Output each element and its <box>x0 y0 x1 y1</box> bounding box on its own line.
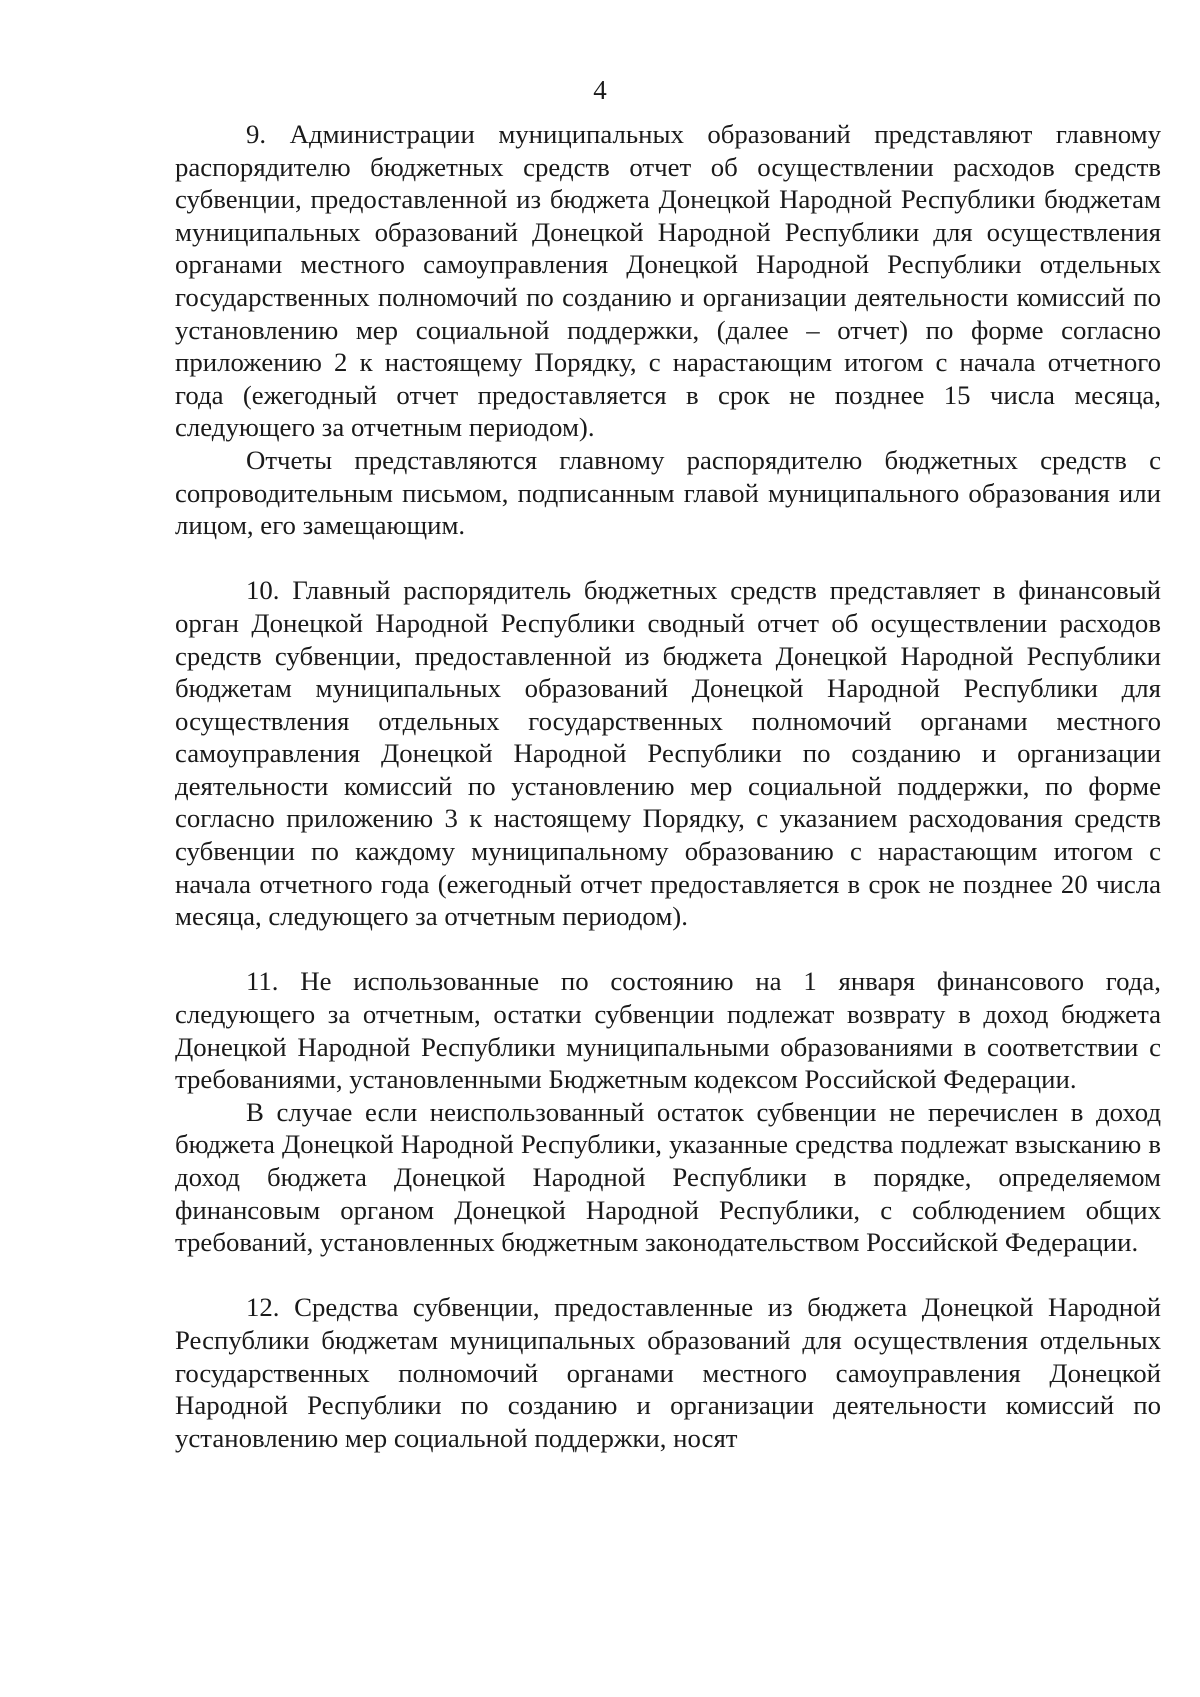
paragraph-12: 12. Средства субвенции, предоставленные из бюджета Донецкой Народной Республики бюджетам муниципальных образований для осуществления отдельных государственных полномочий органами местного самоуправления Донецкой Народной Республики по созданию и организации деятельности комиссий по установлению мер социальной поддержки, носят <box>175 1292 1161 1453</box>
page-number: 4 <box>593 75 607 105</box>
paragraph-9: 9. Администрации муниципальных образований представляют главному распорядителю бюджетных средств отчет об осуществлении расходов средств субвенции, предоставленной из бюджета Донецкой Народной Республики бюджетам муниципальных образований Донецкой Народной Республики для осуществления органами местного самоуправления Донецкой Народной Республики отдельных государственных полномочий по созданию и организации деятельности комиссий по установлению мер социальной поддержки, (далее – отчет) по форме согласно приложению 2 к настоящему Порядку, с нарастающим итогом с начала отчетного года (ежегодный отчет предоставляется в срок не позднее 15 числа месяца, следующего за отчетным периодом). <box>175 119 1161 443</box>
paragraph-11-case: В случае если неиспользованный остаток субвенции не перечислен в доход бюджета Донецкой Народной Республики, указанные средства подлежат взысканию в доход бюджета Донецкой Народной Республики в порядке, определяемом финансовым органом Донецкой Народной Республики, с соблюдением общих требований, установленных бюджетным законодательством Российской Федерации. <box>175 1096 1161 1258</box>
paragraph-9-reports: Отчеты представляются главному распорядителю бюджетных средств с сопроводительным письмом, подписанным главой муниципального образования или лицом, его замещающим. <box>175 444 1161 541</box>
document-body <box>175 118 1161 1454</box>
paragraph-11: 11. Не использованные по состоянию на 1 января финансового года, следующего за отчетным, остатки субвенции подлежат возврату в доход бюджета Донецкой Народной Республики муниципальными образованиями в соответствии с требованиями, установленными Бюджетным кодексом Российской Федерации. <box>175 966 1161 1095</box>
paragraph-10: 10. Главный распорядитель бюджетных средств представляет в финансовый орган Донецкой Народной Республики сводный отчет об осуществлении расходов средств субвенции, предоставленной из бюджета Донецкой Народной Республики бюджетам муниципальных образований Донецкой Народной Республики для осуществления отдельных государственных полномочий органами местного самоуправления Донецкой Народной Республики по созданию и организации деятельности комиссий по установлению мер социальной поддержки, по форме согласно приложению 3 к настоящему Порядку, с указанием расходования средств субвенции по каждому муниципальному образованию с нарастающим итогом с начала отчетного года (ежегодный отчет предоставляется в срок не позднее 20 числа месяца, следующего за отчетным периодом). <box>175 575 1161 932</box>
